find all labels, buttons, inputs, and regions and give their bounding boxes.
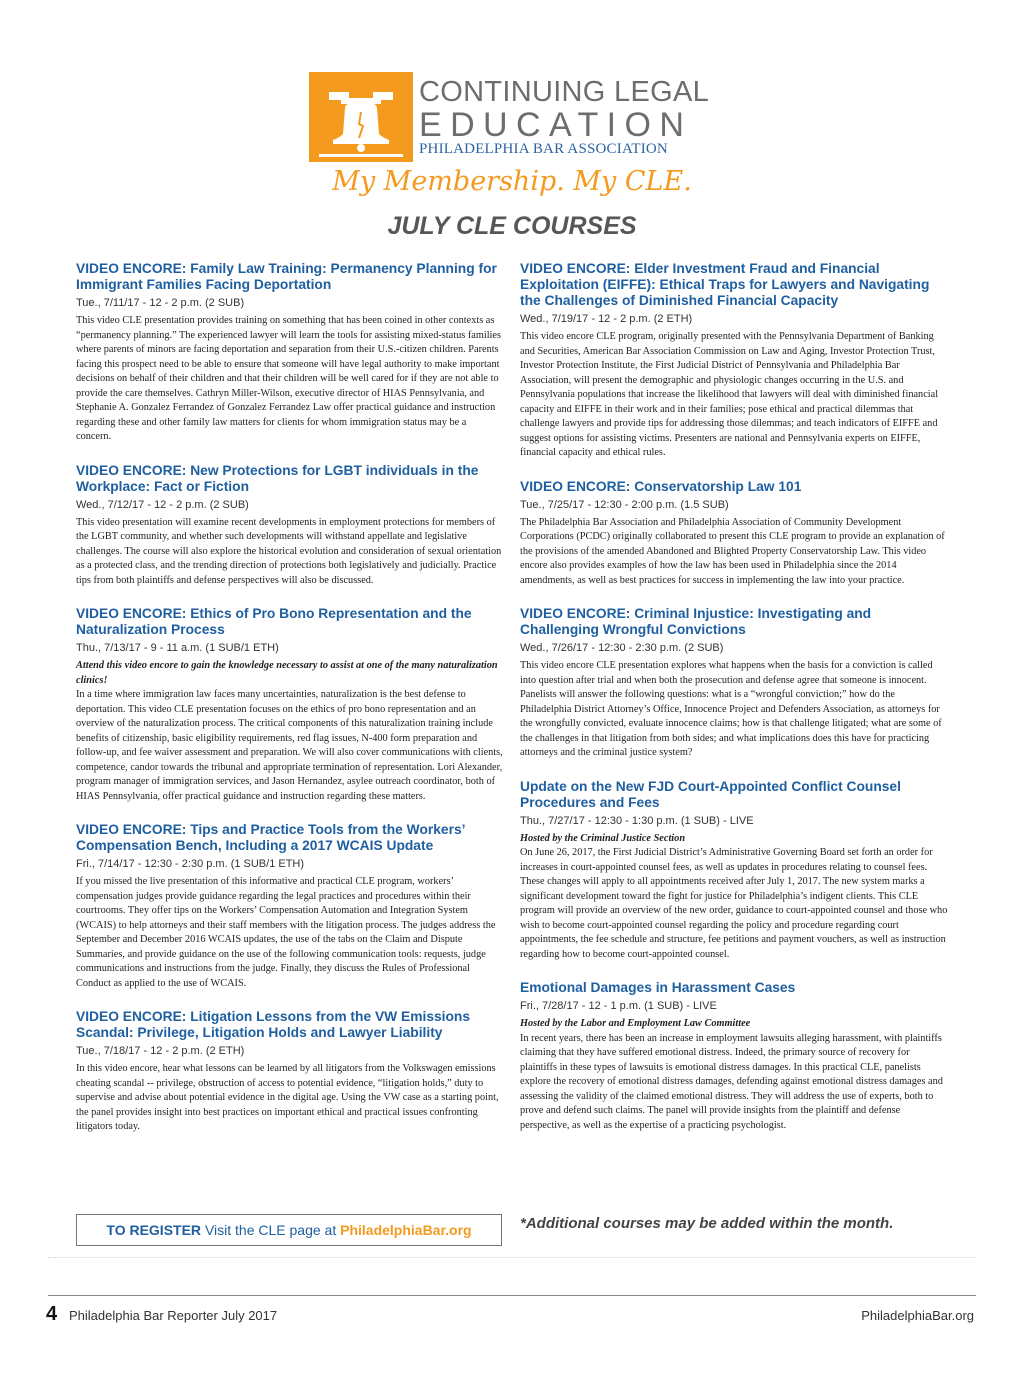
course-date: Fri., 7/28/17 - 12 - 1 p.m. (1 SUB) - LIVE bbox=[520, 1000, 717, 1012]
course-description: If you missed the live presentation of this informative and practical CLE program, workers’ compensation judges provide guidance regarding the legal practices and procedures within their courtrooms. They offer tips on the Workers’ Compensation Automation and Integration System (WCAIS) to help attorneys and their staff members with the litigation process. The judges address the September and December 2016 WCAIS updates, the use of the tabs on the Claim and Dispute Summaries, and provide guidance on the use of the following communication tools: requests, judge communications and instructions from the judge. Finally, they discuss the Rules of Professional Conduct as applied to the use of WCAIS. bbox=[76, 876, 496, 989]
course-item bbox=[520, 980, 948, 1133]
cle-logo bbox=[309, 72, 729, 162]
course-date: Wed., 7/12/17 - 12 - 2 p.m. (2 SUB) bbox=[76, 498, 249, 511]
course-intro: Hosted by the Criminal Justice Section bbox=[520, 832, 686, 844]
register-link[interactable]: PhiladelphiaBar.org bbox=[340, 1222, 472, 1238]
course-description: In recent years, there has been an increase in employment lawsuits alleging harassment, with plaintiffs claiming that they have suffered emotional distress. Indeed, the primary source of recovery for plaintiffs in these types of lawsuits is emotional distress damages. In this practical CLE, panelists explore the recovery of emotional distress damages, defending against emotional distress damages and assessing the validity of the claimed emotional distress. They will address the use of experts, both to prove and defend such claims. The panel will provide insights from the plaintiff and defense perspective, as well as the expertise of a practicing psychologist. bbox=[520, 1032, 943, 1131]
course-title: VIDEO ENCORE: Litigation Lessons from the VW Emissions Scandal: Privilege, Litigation Holds and Lawyer Liability bbox=[76, 1009, 471, 1040]
course-item bbox=[76, 1009, 504, 1135]
course-description: This video presentation will examine recent developments in employment protections for members of the LGBT community, and whether such developments will withstand appellate and legislative challenges. The course will also explore the historical evolution and consideration of sexual orientation as a protected class, and the trending direction of protections both legislatively and judicially. Practice tips from both plaintiffs and defense perspectives will also be discussed. bbox=[76, 516, 502, 586]
course-date: Tue., 7/25/17 - 12:30 - 2:00 p.m. (1.5 SUB) bbox=[520, 498, 729, 511]
divider bbox=[48, 1257, 976, 1258]
course-title: VIDEO ENCORE: New Protections for LGBT individuals in the Workplace: Fact or Fiction bbox=[76, 462, 479, 494]
course-date: Thu., 7/13/17 - 9 - 11 a.m. (1 SUB/1 ETH) bbox=[76, 642, 279, 654]
course-item bbox=[76, 822, 504, 991]
course-title: VIDEO ENCORE: Conservatorship Law 101 bbox=[520, 478, 802, 494]
course-date: Wed., 7/19/17 - 12 - 2 p.m. (2 ETH) bbox=[520, 313, 693, 325]
liberty-bell-icon bbox=[309, 72, 413, 162]
course-date: Tue., 7/18/17 - 12 - 2 p.m. (2 ETH) bbox=[76, 1045, 245, 1057]
course-title: Update on the New FJD Court-Appointed Conflict Counsel Procedures and Fees bbox=[520, 778, 901, 810]
course-title: VIDEO ENCORE: Ethics of Pro Bono Representation and the Naturalization Process bbox=[76, 606, 472, 637]
logo-line-1: CONTINUING LEGAL bbox=[419, 76, 710, 108]
course-item bbox=[76, 606, 504, 804]
page-title: JULY CLE COURSES bbox=[387, 212, 637, 240]
footer-divider bbox=[48, 1295, 976, 1296]
page-number: 4 bbox=[46, 1303, 58, 1325]
course-item bbox=[520, 479, 948, 589]
course-description: This video CLE presentation provides training on something that has been coined in other contexts as “permanency planning.” The experienced lawyer will learn the tools for assisting mixed-status families where parents of minors are facing deportation and separation from their U.S.-citizen children. Parents facing this prospect need to be able to ensure that someone will have legal authority to make important decisions on behalf of their children and that their children will be well cared for if they are not able to provide the care themselves. Cathryn Miller-Wilson, executive director of HIAS Pennsylvania, and Stephanie A. Gonzalez Ferrandez of Gonzalez Ferrandez Law offer practical guidance and instruction regarding these and other family law matters for clients for whom immigration status may be a concern. bbox=[76, 315, 501, 442]
course-title: VIDEO ENCORE: Family Law Training: Permanency Planning for Immigrant Families Facing Deportation bbox=[76, 261, 497, 292]
course-description: In a time where immigration law faces many uncertainties, naturalization is the best defense to deportation. This video CLE presentation focuses on the ethics of pro bono representation and an overview of the naturalization process. The critical components of this naturalization training include benefits of citizenship, basic eligibility requirements, red flag issues, N-400 form preparation and follow-up, and fee waiver assessment and preparation. We will also cover communications with clients, competence, candor towards the tribunal and appropriate termination of representation. Lori Alexander, program manager of immigration services, and Jason Hernandez, asylee outreach coordinator, both of HIAS Pennsylvania, offer practical guidance and instruction regarding these matters. bbox=[76, 689, 503, 802]
left-column bbox=[76, 261, 504, 1153]
register-box bbox=[76, 1214, 502, 1246]
course-date: Wed., 7/26/17 - 12:30 - 2:30 p.m. (2 SUB) bbox=[520, 642, 724, 654]
course-description: On June 26, 2017, the First Judicial District’s Administrative Governing Board set forth an order for increases in court-appointed counsel fees, as well as updates in procedures relating to counsel fees. These changes will apply to all appointments received after July 1, 2017. The new system marks a significant development toward the fight for justice for Philadelphia’s indigent clients. This CLE program will provide an overview of the new order, guidance to court-appointed counsel and those who wish to become court-appointed counsel regarding the policy and procedure regarding court appointments, the fee schedule and structure, fee petitions and payment vouchers, as well as instruction regarding how to become court-appointed counsel. bbox=[520, 847, 948, 960]
course-date: Tue., 7/11/17 - 12 - 2 p.m. (2 SUB) bbox=[76, 297, 245, 309]
course-date: Fri., 7/14/17 - 12:30 - 2:30 p.m. (1 SUB/1 ETH) bbox=[76, 858, 305, 870]
course-item bbox=[520, 606, 948, 761]
register-label: TO REGISTER bbox=[106, 1222, 202, 1238]
course-intro: Hosted by the Labor and Employment Law Committee bbox=[520, 1018, 751, 1029]
footer-publication: Philadelphia Bar Reporter July 2017 bbox=[69, 1308, 278, 1323]
logo-line-3: PHILADELPHIA BAR ASSOCIATION bbox=[419, 141, 668, 157]
register-text: Visit the CLE page at bbox=[204, 1222, 337, 1238]
right-column bbox=[520, 261, 948, 1151]
course-description: This video encore CLE presentation explores what happens when the basis for a conviction is called into question after trial and when both the prosecution and defense agree that someone is innocent. Panelists will answer the following questions: what is a “wrongful conviction;” how do the Philadelphia District Attorney’s Office, Innocence Project and Defenders Association, as attorneys for the wrongfully convicted, evaluate innocence claims; how is that challenge litigated; what are some of the challenges in that litigation from both sides; and what implications does this have for practicing attorneys and the criminal justice system? bbox=[520, 660, 942, 758]
course-item bbox=[520, 261, 948, 461]
course-item bbox=[76, 463, 504, 589]
tagline: My Membership. My CLE. bbox=[332, 166, 692, 197]
course-date: Thu., 7/27/17 - 12:30 - 1:30 p.m. (1 SUB) - LIVE bbox=[520, 814, 754, 827]
course-intro: Attend this video encore to gain the knowledge necessary to assist at one of the many naturalization clinics! bbox=[76, 660, 498, 686]
course-title: Emotional Damages in Harassment Cases bbox=[520, 980, 796, 995]
logo-line-2: EDUCATION bbox=[419, 106, 693, 144]
course-description: This video encore CLE program, originally presented with the Pennsylvania Department of Banking and Securities, American Bar Association Commission on Law and Aging, Investor Protection Trust, Investor Protection Institute, the First Judicial District of Pennsylvania and Philadelphia Bar Association, will present the demographic and physiologic changes occurring in the U.S. and Pennsylvania populations that increase the likelihood that lawyers will deal with diminished financial capacity and EIFFE in their work and in their families; pose ethical and practical dilemmas that challenge lawyers and provide tips for addressing those dilemmas; and teach indicators of EIFFE and suggest options for assisting victims. Presenters are national and Pennsylvania experts on EIFFE, financial capacity and ethical rules. bbox=[520, 331, 939, 458]
course-item bbox=[520, 779, 948, 963]
course-title: VIDEO ENCORE: Criminal Injustice: Investigating and Challenging Wrongful Convictions bbox=[520, 606, 872, 637]
course-description: The Philadelphia Bar Association and Philadelphia Association of Community Development Corporations (PCDC) originally collaborated to present this CLE program to provide an explanation of the provisions of the amended Abandoned and Blighted Property Conservatorship Law. This video encore also provides examples of how the law has been used in Philadelphia since the 2014 amendments, as well as best practices for success in implementing the law into your practice. bbox=[520, 516, 945, 586]
additional-courses-note: *Additional courses may be added within the month. bbox=[520, 1215, 894, 1232]
course-title: VIDEO ENCORE: Elder Investment Fraud and Financial Exploitation (EIFFE): Ethical Traps for Lawyers and Navigating the Challenges of Diminished Financial Capacity bbox=[520, 261, 930, 308]
course-description: In this video encore, hear what lessons can be learned by all litigators from the Volkswagen emissions cheating scandal -- privilege, obstruction of access to potential evidence, “litigation holds,” duty to supervise and advise about potential evidence in the digital age. Using the VW case as a starting point, the panel provides insight into best practices on important ethical and practical issues confronting litigators today. bbox=[76, 1063, 499, 1132]
footer-site-link[interactable]: PhiladelphiaBar.org bbox=[861, 1308, 974, 1323]
course-title: VIDEO ENCORE: Tips and Practice Tools from the Workers’ Compensation Bench, Including a 2017 WCAIS Update bbox=[76, 822, 465, 853]
course-item bbox=[76, 261, 504, 445]
